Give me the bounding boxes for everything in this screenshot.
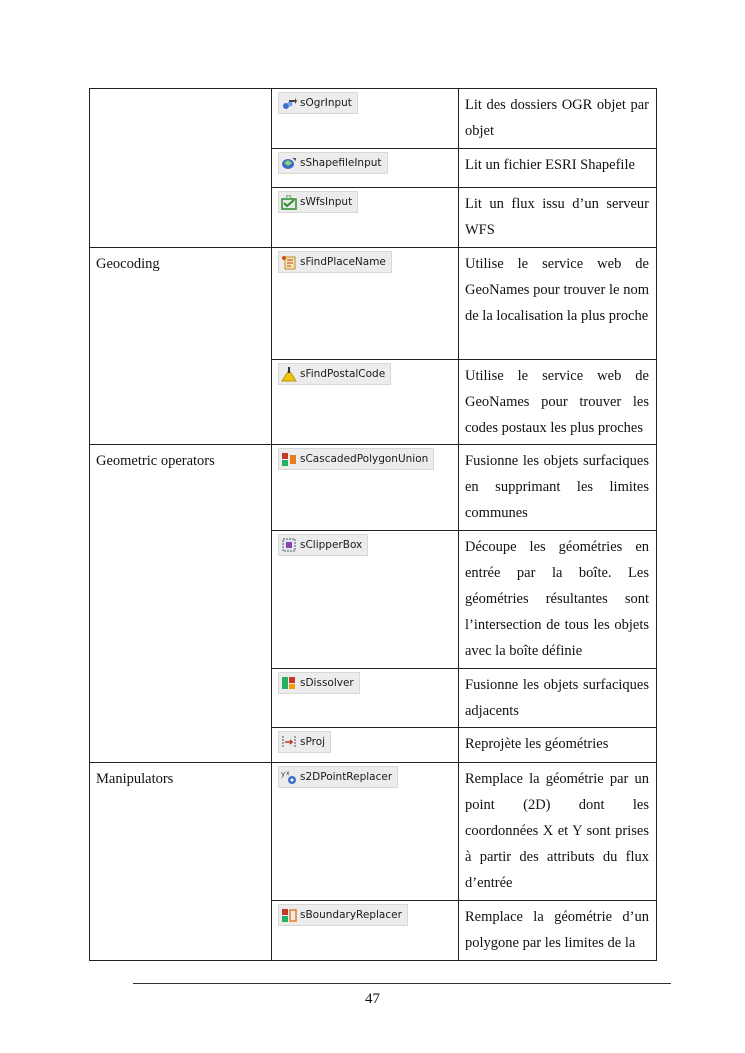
find-place-name-icon [281,254,297,270]
clipper-box-icon [281,537,297,553]
tool-name: s2DPointReplacer [300,771,393,783]
svg-text:x: x [286,770,290,777]
ogr-input-icon [281,95,297,111]
table-row [90,763,657,901]
tool-cell [272,188,459,248]
page-number: 47 [365,991,380,1007]
tool-cell [272,149,459,188]
tool-name: sShapefileInput [300,157,382,169]
tool-cell [272,248,459,360]
footer-divider [133,983,671,984]
description-cell: Remplace la géométrie par un point (2D) dont les coordonnées X et Y sont prises à partir des attributs du flux d’entrée [459,763,657,901]
tool-name: sClipperBox [300,539,363,551]
svg-text:y: y [281,770,286,778]
description-cell: Lit des dossiers OGR objet par objet [459,89,657,149]
description-cell: Fusionne les objets surfaciques en supprimant les limites communes [459,445,657,531]
proj-icon [281,734,297,750]
tool-name: sFindPlaceName [300,256,386,268]
tool-name: sDissolver [300,677,354,689]
tool-chip-sdissolver [278,672,360,694]
tool-cell [272,360,459,445]
description-cell: Utilise le service web de GeoNames pour trouver le nom de la localisation la plus proche [459,248,657,360]
tool-cell [272,763,459,901]
tool-chip-swfsinput [278,191,358,213]
cascaded-polygon-union-icon [281,451,297,467]
dissolver-icon [281,675,297,691]
tool-chip-s2dpointreplacer [278,766,398,788]
description-cell: Fusionne les objets surfaciques adjacents [459,669,657,728]
tool-chip-scascadedpolygonunion [278,448,434,470]
tool-name: sFindPostalCode [300,368,386,380]
table-row [90,248,657,360]
tool-name: sCascadedPolygonUnion [300,453,429,465]
tool-name: sWfsInput [300,196,353,208]
tool-chip-sclipperbox [278,534,368,556]
tool-name: sProj [300,736,326,748]
tool-chip-sshapefileinput [278,152,388,174]
category-cell: Geometric operators [90,445,272,763]
tool-chip-sogrinput [278,92,358,114]
tool-chip-sfindplacename [278,251,392,273]
boundary-replacer-icon [281,907,297,923]
tool-chip-sboundaryreplacer [278,904,408,926]
tool-chip-sfindpostalcode [278,363,391,385]
description-cell: Reprojète les géométries [459,728,657,763]
shapefile-input-icon [281,155,297,171]
tools-table [89,88,657,961]
svg-text:FS: FS [286,195,292,201]
description-cell: Lit un fichier ESRI Shapefile [459,149,657,188]
2d-point-replacer-icon [281,769,297,785]
tool-cell [272,728,459,763]
tool-cell [272,531,459,669]
tool-cell [272,901,459,961]
table-row [90,445,657,531]
tool-cell [272,89,459,149]
wfs-input-icon [281,194,297,210]
category-cell: Manipulators [90,763,272,961]
tool-cell [272,445,459,531]
category-cell: Geocoding [90,248,272,445]
category-cell [90,89,272,248]
description-cell: Lit un flux issu d’un serveur WFS [459,188,657,248]
find-postal-code-icon [281,366,297,382]
description-cell: Remplace la géométrie d’un polygone par les limites de la [459,901,657,961]
tool-cell [272,669,459,728]
description-cell: Découpe les géométries en entrée par la boîte. Les géométries résultantes sont l’intersection de tous les objets avec la boîte définie [459,531,657,669]
tool-name: sOgrInput [300,97,352,109]
tool-name: sBoundaryReplacer [300,909,402,921]
table-row [90,89,657,149]
tool-chip-sproj [278,731,331,753]
description-cell: Utilise le service web de GeoNames pour trouver les codes postaux les plus proches [459,360,657,445]
